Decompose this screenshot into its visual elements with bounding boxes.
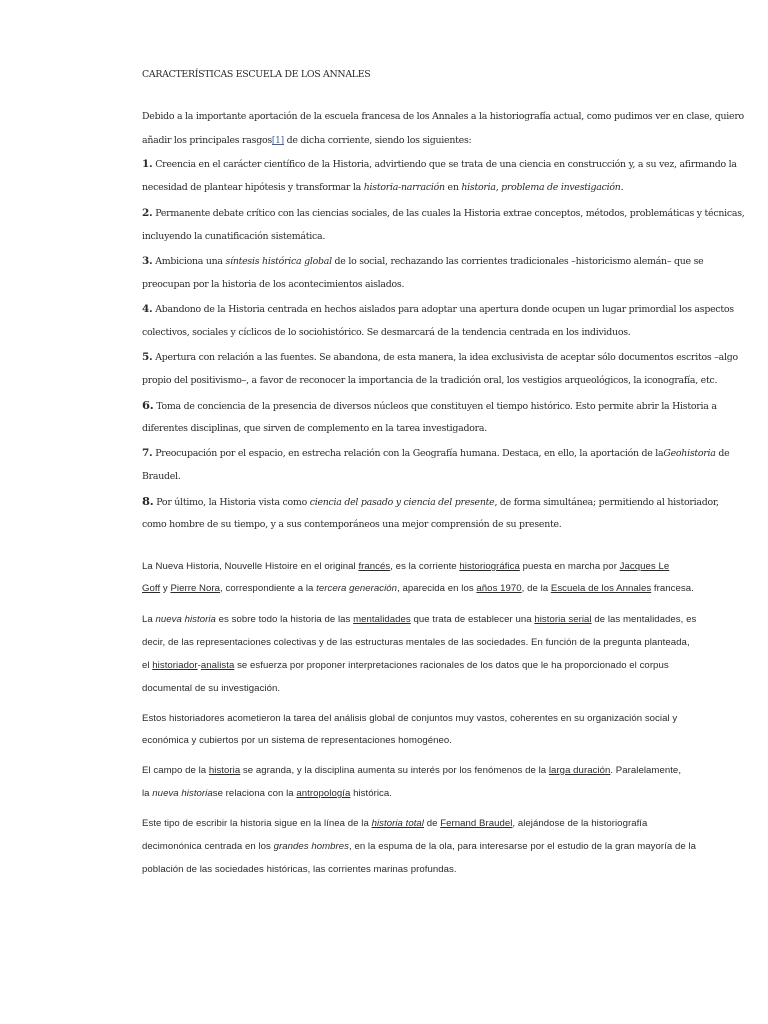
para-italic: nueva historia — [155, 614, 216, 625]
para-text: , correspondiente a la — [220, 583, 317, 594]
list-item-5 — [142, 351, 738, 363]
link-pierre-nora[interactable]: Pierre Nora — [170, 583, 221, 594]
link-anos-1970[interactable]: años 1970 — [476, 583, 522, 594]
para-text: histórica. — [350, 788, 392, 799]
list-item-1-cont — [142, 182, 623, 193]
link-historia[interactable]: historia — [208, 765, 241, 776]
item-italic: Geohistoria — [663, 448, 716, 459]
link-jacques-le-goff[interactable]: Jacques Le — [619, 561, 670, 572]
para-text: es sobre todo la historia de las — [215, 614, 354, 625]
link-larga-duracion[interactable]: larga duración — [548, 765, 611, 776]
list-item-7-cont: Braudel. — [142, 471, 181, 482]
link-historia-total[interactable]: historia total — [371, 818, 424, 829]
item-number: 3. — [142, 255, 153, 267]
para-text: Este tipo de escribir la historia sigue en la línea de la — [142, 818, 372, 829]
link-historiador[interactable]: historiador — [152, 660, 198, 671]
item-number: 1. — [142, 158, 153, 170]
item-text: en — [444, 182, 462, 193]
para-text: , alejándose de la historiografía — [512, 818, 648, 829]
item-italic: síntesis histórica global — [225, 256, 332, 267]
para-text: se agranda, y la disciplina aumenta su interés por los fenómenos de la — [240, 765, 549, 776]
list-item-1 — [142, 158, 737, 170]
item-number: 4. — [142, 303, 153, 315]
paragraph-5-line-3: población de las sociedades históricas, las corrientes marinas profundas. — [142, 864, 457, 875]
para-text: la — [142, 788, 153, 799]
link-historiografica[interactable]: historiográfica — [459, 561, 520, 572]
para-text: francesa. — [651, 583, 694, 594]
para-text: , en la espuma de la ola, para interesarse por el estudio de la gran mayoría de la — [349, 841, 697, 852]
paragraph-2-line-4: documental de su investigación. — [142, 683, 281, 694]
para-text: se relaciona con la — [212, 788, 297, 799]
link-historia-serial[interactable]: historia serial — [534, 614, 592, 625]
para-text: , es la corriente — [390, 561, 460, 572]
item-text: de lo social, rechazando las corrientes tradicionales –historicismo alemán– que se — [331, 256, 704, 267]
item-number: 7. — [142, 447, 153, 459]
list-item-3-cont: preocupan por la historia de los acontecimientos aislados. — [142, 279, 405, 290]
link-escuela-annales[interactable]: Escuela de los Annales — [550, 583, 652, 594]
item-number: 2. — [142, 207, 153, 219]
item-number: 5. — [142, 351, 153, 363]
list-item-5-cont: propio del positivismo–, a favor de reconocer la importancia de la tradición oral, los vestigios arqueológicos, la iconografía, etc. — [142, 375, 718, 386]
paragraph-5-line-2 — [142, 841, 696, 852]
item-text: Por último, la Historia vista como — [153, 497, 310, 508]
item-text: , de forma simultánea; permitiendo al historiador, — [494, 497, 719, 508]
para-text: . Paralelamente, — [610, 765, 682, 776]
paragraph-5-line-1 — [142, 818, 647, 829]
para-text: El campo de la — [142, 765, 209, 776]
para-text: , aparecida en los — [397, 583, 477, 594]
para-text: de — [424, 818, 441, 829]
intro-text-b: de dicha corriente, siendo los siguientes: — [283, 135, 472, 146]
item-italic: historia, problema de investigación — [461, 182, 621, 193]
para-italic: grandes hombres — [273, 841, 350, 852]
para-text: La Nueva Historia, Nouvelle Histoire en el original — [142, 561, 359, 572]
paragraph-2-line-3 — [142, 660, 669, 671]
paragraph-1-line-2 — [142, 583, 694, 594]
item-italic: ciencia del pasado y ciencia del presente — [309, 497, 495, 508]
para-italic: tercera generación — [316, 583, 398, 594]
item-text: Abandono de la Historia centrada en hechos aislados para adoptar una apertura donde ocupen un lugar primordial los aspectos — [152, 304, 734, 315]
item-number: 6. — [142, 398, 154, 412]
list-item-6 — [142, 398, 717, 412]
list-item-6-cont: diferentes disciplinas, que sirven de complemento en la tarea investigadora. — [142, 423, 487, 434]
paragraph-2-line-1 — [142, 614, 696, 625]
document-title: CARACTERÍSTICAS ESCUELA DE LOS ANNALES — [142, 69, 371, 80]
link-jacques-le-goff[interactable]: Goff — [142, 583, 161, 594]
para-text: el — [142, 660, 153, 671]
item-text: Creencia en el carácter científico de la Historia, advirtiendo que se trata de una ciencia en construcción y, a su vez, afirmando la — [152, 159, 737, 170]
list-item-4-cont: colectivos, sociales y cíclicos de lo sociohistórico. Se desmarcará de la tendencia centrada en los individuos. — [142, 327, 631, 338]
item-text: Toma de conciencia de la presencia de diversos núcleos que constituyen el tiempo histórico. Esto permite abrir la Historia a — [153, 401, 717, 412]
intro-line-1: Debido a la importante aportación de la escuela francesa de los Annales a la historiografía actual, como pudimos ver en clase, quiero — [142, 111, 744, 122]
item-italic: historia-narración — [363, 182, 445, 193]
para-text: La — [142, 614, 156, 625]
list-item-3 — [142, 255, 703, 267]
link-analista[interactable]: analista — [200, 660, 235, 671]
item-text: . — [620, 182, 624, 193]
item-text: necesidad de plantear hipótesis y transformar la — [142, 182, 364, 193]
list-item-4 — [142, 303, 734, 315]
footnote-link[interactable]: [1] — [271, 136, 284, 146]
para-text: puesta en marcha por — [519, 561, 620, 572]
paragraph-4-line-1 — [142, 765, 681, 776]
intro-line-2 — [142, 135, 471, 146]
link-antropologia[interactable]: antropología — [296, 788, 351, 799]
list-item-8 — [142, 494, 719, 508]
paragraph-3-line-1: Estos historiadores acometieron la tarea del análisis global de conjuntos muy vastos, coherentes en su organización social y — [142, 713, 678, 724]
link-frances[interactable]: francés — [358, 561, 391, 572]
item-text: Ambiciona una — [152, 256, 226, 267]
paragraph-2-line-2: decir, de las representaciones colectivas y de las estructuras mentales de las sociedades. En función de la pregunta planteada, — [142, 637, 690, 648]
para-italic: nueva historia — [152, 788, 213, 799]
list-item-2 — [142, 207, 745, 219]
paragraph-3-line-2: económica y cubiertos por un sistema de representaciones homogéneo. — [142, 735, 452, 746]
intro-text-a: añadir los principales rasgos — [142, 135, 272, 146]
para-text: y — [160, 583, 171, 594]
list-item-7 — [142, 447, 729, 459]
item-text: de — [715, 448, 730, 459]
item-text: Preocupación por el espacio, en estrecha relación con la Geografía humana. Destaca, en ello, la aportación de la — [152, 448, 664, 459]
item-text: Permanente debate crítico con las ciencias sociales, de las cuales la Historia extrae conceptos, métodos, problemáticas y técnicas, — [152, 208, 745, 219]
para-text: decimonónica centrada en los — [142, 841, 274, 852]
link-fernand-braudel[interactable]: Fernand Braudel — [440, 818, 513, 829]
para-text: se esfuerza por proponer interpretaciones racionales de los datos que le ha proporcionado el corpus — [234, 660, 669, 671]
para-text: de las mentalidades, es — [591, 614, 697, 625]
item-text: Apertura con relación a las fuentes. Se abandona, de esta manera, la idea exclusivista de aceptar sólo documentos escritos –algo — [152, 352, 738, 363]
paragraph-1-line-1 — [142, 561, 669, 572]
item-number: 8. — [142, 494, 154, 508]
para-text: que trata de establecer una — [410, 614, 535, 625]
list-item-2-cont: incluyendo la cunatificación sistemática. — [142, 231, 326, 242]
link-mentalidades[interactable]: mentalidades — [353, 614, 411, 625]
para-text: - — [197, 660, 201, 671]
para-text: , de la — [521, 583, 551, 594]
paragraph-4-line-2 — [142, 788, 392, 799]
list-item-8-cont: como hombre de su tiempo, y a sus contemporáneos una mejor comprensión de su presente. — [142, 519, 562, 530]
